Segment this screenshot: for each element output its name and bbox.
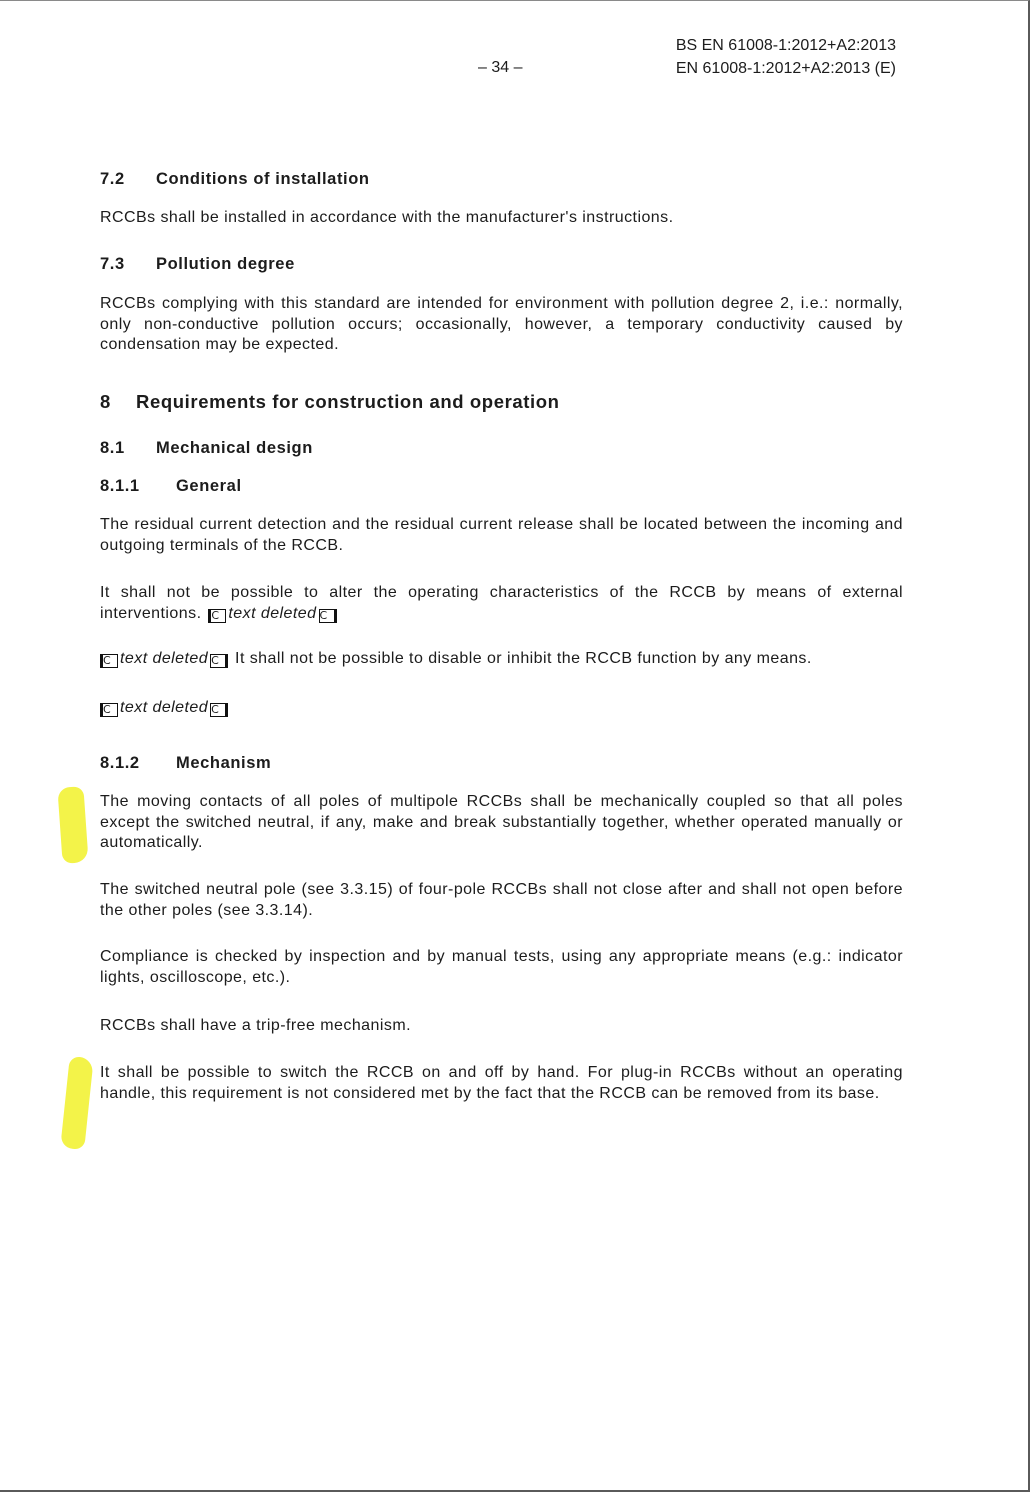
heading-title: Mechanism (176, 754, 272, 772)
page-number: – 34 – (478, 59, 523, 76)
paragraph-8-1-1-b (100, 583, 903, 624)
corrigendum-close-marker-icon: C (319, 609, 337, 623)
paragraph-8-1-2-e: It shall be possible to switch the RCCB on and off by hand. For plug-in RCCBs without an operating handle, this requirement is not considered met by the fact that the RCCB can be removed from its base. (100, 1064, 903, 1102)
paragraph-text: It shall not be possible to alter the operating characteristics of the RCCB by means of external interventions. (100, 584, 903, 622)
heading-8-1 (100, 439, 313, 458)
heading-number: 8.1.1 (100, 477, 140, 495)
heading-title: Conditions of installation (156, 170, 370, 188)
heading-number: 7.3 (100, 255, 125, 273)
paragraph-7-3: RCCBs complying with this standard are intended for environment with pollution degree 2, i.e.: normally, only non-conductive pollution occurs; occasionally, however, a temporary conductivity caused by condensation may be expected. (100, 295, 903, 353)
deleted-text: text deleted (120, 699, 209, 716)
standard-id-bs: BS EN 61008-1:2012+A2:2013 (675, 37, 896, 54)
heading-7-3 (100, 255, 295, 274)
corrigendum-open-marker-icon: C (100, 654, 118, 668)
paragraph-text: It shall not be possible to disable or inhibit the RCCB function by any means. (235, 650, 812, 667)
paragraph-8-1-1-d (100, 698, 903, 719)
heading-number: 8.1 (100, 439, 125, 457)
heading-title: Mechanical design (156, 439, 313, 457)
heading-8-1-2 (100, 754, 271, 773)
paragraph-8-1-2-c: Compliance is checked by inspection and by manual tests, using any appropriate means (e.g.: indicator lights, oscilloscope, etc.). (100, 948, 903, 986)
heading-8-1-1 (100, 477, 242, 496)
corrigendum-close-marker-icon: C (210, 654, 228, 668)
heading-7-2 (100, 170, 370, 189)
paragraph-8-1-2-d: RCCBs shall have a trip-free mechanism. (100, 1017, 411, 1034)
deleted-text: text deleted (228, 604, 317, 622)
highlighter-mark (60, 1056, 93, 1150)
standard-id-en: EN 61008-1:2012+A2:2013 (E) (675, 60, 896, 77)
corrigendum-close-marker-icon: C (210, 703, 228, 717)
paragraph-8-1-2-b: The switched neutral pole (see 3.3.15) of four-pole RCCBs shall not close after and shall not open before the other poles (see 3.3.14). (100, 881, 903, 919)
highlighter-mark (57, 786, 88, 864)
heading-title: Requirements for construction and operation (136, 391, 560, 412)
corrigendum-open-marker-icon: C (208, 609, 226, 623)
heading-number: 8.1.2 (100, 754, 140, 772)
deleted-text: text deleted (120, 650, 209, 667)
heading-title: Pollution degree (156, 255, 295, 273)
heading-8 (100, 391, 560, 413)
paragraph-8-1-2-a: The moving contacts of all poles of multipole RCCBs shall be mechanically coupled so that all poles except the switched neutral, if any, make and break substantially together, whether operated manually or automatically. (100, 793, 903, 851)
paragraph-8-1-1-c (100, 649, 903, 670)
corrigendum-open-marker-icon: C (100, 703, 118, 717)
heading-number: 7.2 (100, 170, 125, 188)
heading-number: 8 (100, 391, 111, 412)
paragraph-7-2: RCCBs shall be installed in accordance with the manufacturer's instructions. (100, 209, 674, 226)
heading-title: General (176, 477, 242, 495)
paragraph-8-1-1-a: The residual current detection and the residual current release shall be located between the incoming and outgoing terminals of the RCCB. (100, 516, 903, 554)
